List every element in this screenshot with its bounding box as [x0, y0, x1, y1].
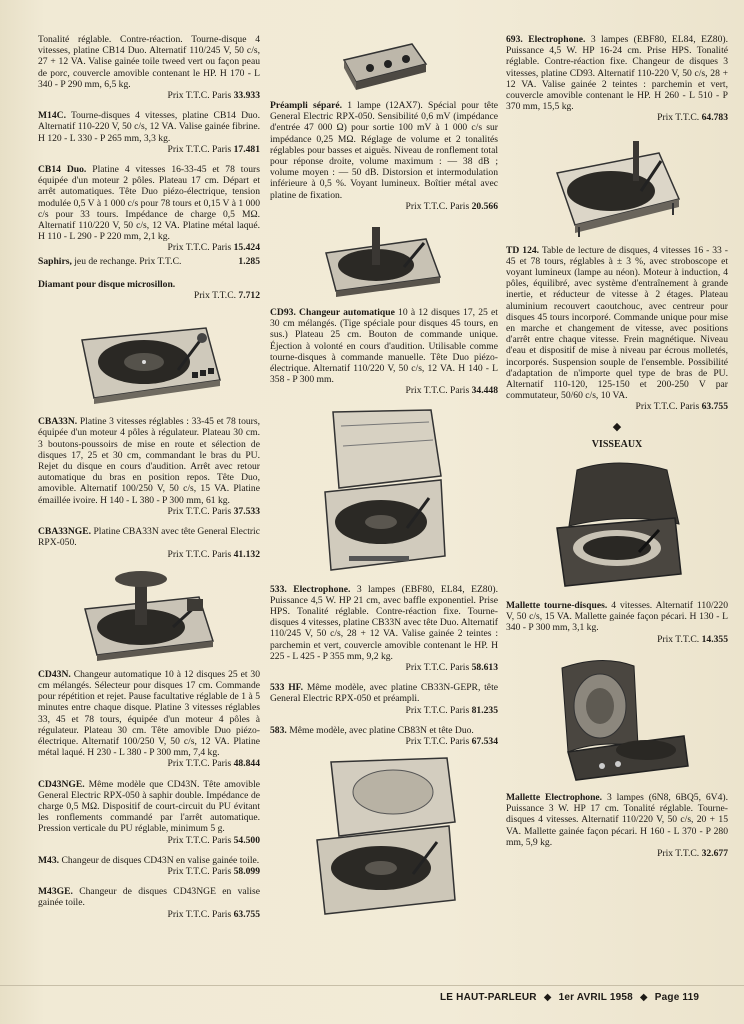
price-label: Prix T.T.C. Paris — [167, 505, 232, 517]
product-title: M43. — [38, 854, 60, 866]
price-value: 34.448 — [471, 385, 498, 397]
changer-cd43n-image — [79, 569, 219, 661]
price-label: Prix T.T.C. Paris — [167, 834, 232, 846]
footer-separator: ◆ — [543, 992, 552, 1003]
price-label: Prix T.T.C. Paris — [167, 143, 232, 155]
product-entry — [270, 725, 498, 747]
price-label: Prix T.T.C. Paris — [167, 865, 232, 877]
price-line — [38, 866, 260, 877]
product-description: Tonalité réglable. Contre-réaction. Tourne-disque 4 vitesses, platine CB14 Duo. Alternatif 110/245 V, 50 c/s, 27 + 12 VA. Valise gainée toile tweed vert ou façon peau de porc, couvercle amovible contenant le HP. H 170 - L 340 - P 290 mm, 6,5 kg. — [38, 34, 260, 90]
product-entry — [38, 164, 260, 254]
product-title: 693. Electrophone. — [506, 34, 586, 45]
product-entry — [38, 279, 260, 301]
price-label: Prix T.T.C. — [657, 633, 700, 645]
product-description: Même modèle, avec platine CB83N et tête Duo. — [289, 724, 474, 736]
product-entry — [506, 34, 728, 124]
price-value: 37.533 — [233, 505, 260, 517]
column-left — [38, 34, 260, 929]
product-entry — [38, 669, 260, 770]
product-title: CD43N. — [38, 668, 71, 680]
product-entry — [38, 526, 260, 560]
price-label: Prix T.T.C. Paris — [635, 401, 700, 413]
product-title: CBA33NGE. — [38, 526, 92, 538]
issue-date: 1er AVRIL 1958 — [558, 992, 633, 1003]
product-title: 533. Electrophone. — [270, 583, 351, 595]
price-value: 33.933 — [233, 90, 260, 102]
product-description: Changeur de disques CD43N en valise gainée toile. — [61, 854, 260, 866]
electrophone-583-image — [309, 756, 459, 916]
product-entry — [38, 34, 260, 101]
product-entry — [506, 600, 728, 645]
price-label: Prix T.T.C. — [657, 112, 700, 124]
electrophone-693-image — [549, 133, 685, 237]
product-title: Mallette tourne-disques. — [506, 600, 608, 612]
price-value: 17.481 — [233, 143, 260, 155]
price-value: 14.355 — [701, 633, 728, 645]
price-line — [38, 835, 260, 846]
price-label: Prix T.T.C. Paris — [167, 90, 232, 102]
price-label: Prix T.T.C. Paris — [405, 385, 470, 397]
price-line — [506, 634, 728, 645]
product-description: jeu de rechange. Prix T.T.C. — [74, 255, 182, 267]
product-description: Changeur de disques CD43NGE en valise gainée toile. — [38, 886, 260, 909]
column-middle — [270, 34, 498, 924]
price-label: Prix T.T.C. Paris — [167, 758, 232, 770]
product-entry — [38, 256, 260, 267]
product-title: 533 HF. — [270, 682, 304, 694]
product-description: 10 à 12 disques 17, 25 et 30 cm mélangés. (Tige spéciale pour disques 45 tours, en sus.) Plateau 25 cm. Bouton de commande unique. Éjection à volonté en cours d'audition. Utilisable comme tourne-disques à commande manuelle. Tête Duo piézo-électrique. Alternatif 110/220 V, 50 c/s, 12 VA. H 140 - L 358 - P 300 mm. — [270, 307, 498, 386]
turntable-cba33n-image — [74, 310, 224, 408]
price-value: 32.677 — [701, 847, 728, 859]
price-value: 54.500 — [233, 834, 260, 846]
price-line — [38, 242, 260, 253]
product-entry — [38, 855, 260, 877]
product-description: Tourne-disques 4 vitesses, platine CB14 Duo. Alternatif 110-220 V, 50 c/s, 12 VA. Valise gainée fibrine. H 120 - L 330 - P 265 mm, 3,3 kg. — [38, 110, 260, 144]
product-title: 583. — [270, 724, 287, 736]
price-value: 7.712 — [238, 290, 260, 302]
price-label: Prix T.T.C. Paris — [167, 548, 232, 560]
price-value: 41.132 — [233, 548, 260, 560]
page-number: Page 119 — [654, 992, 700, 1003]
price-label: Prix T.T.C. Paris — [167, 908, 232, 920]
product-description: Platine CBA33N avec tête General Electric RPX-050. — [38, 526, 260, 549]
price-label: Prix T.T.C. Paris — [405, 200, 470, 212]
price-value: 81.235 — [471, 704, 498, 716]
price-line — [270, 705, 498, 716]
product-entry — [270, 100, 498, 212]
product-title: Préampli séparé. — [270, 100, 343, 111]
electrophone-533-image — [319, 406, 449, 576]
product-description: Même modèle, avec platine CB33N-GEPR, tête General Electric RPX-050 et préampli. — [270, 682, 498, 705]
price-line — [38, 549, 260, 560]
price-label: Prix T.T.C. Paris — [405, 704, 470, 716]
price-line — [270, 385, 498, 396]
section-bullet: ◆ — [612, 420, 622, 433]
column-right — [506, 34, 728, 868]
price-line — [270, 736, 498, 747]
price-value: 64.783 — [701, 112, 728, 124]
product-entry — [270, 307, 498, 397]
price-value: 63.755 — [233, 908, 260, 920]
magazine-name: LE HAUT-PARLEUR — [440, 992, 537, 1003]
price-value: 58.613 — [471, 662, 498, 674]
footer-separator: ◆ — [639, 992, 648, 1003]
price-line — [38, 144, 260, 155]
product-description: Platine 3 vitesses réglables : 33-45 et 78 tours, équipée d'un moteur 4 pôles à régulateur. Plateau 30 cm. 3 boutons-poussoirs de mise en route et sélection de disques 17, 25 et 30 cm, commandant le bras du PU. Rejet du disque en cours d'audition. Arrêt avec retour automatique du bras en position repos. Tête Duo, amovible. Alternatif 100/250 V, 50 c/s, 15 VA. Platine émaillée ivoire. H 140 - L 380 - P 300 mm, 61 kg. — [38, 416, 260, 506]
price-value: 67.534 — [471, 736, 498, 748]
preamplifier-image — [336, 36, 432, 92]
product-description: Même modèle que CD43N. Tête amovible General Electric RPX-050 à saphir double. Impédance de charge 0,5 MΩ. Dispositif de court-circuit du PU évitant les ronflements commandé par l'arrêt automatique. Pression verticale du PU réglable, minimum 5 g. — [38, 778, 260, 835]
price-value: 1.285 — [238, 255, 260, 267]
changer-cd93-image — [320, 221, 448, 299]
product-entry — [38, 110, 260, 155]
price-value: 48.844 — [233, 758, 260, 770]
footer-rule — [0, 985, 744, 986]
mallette-electrophone-image — [542, 654, 692, 784]
product-entry — [270, 682, 498, 716]
product-entry — [38, 779, 260, 846]
product-entry — [506, 245, 728, 413]
product-title: CD93. Changeur automatique — [270, 307, 395, 319]
price-value: 15.424 — [233, 242, 260, 254]
price-line — [38, 758, 260, 769]
price-line — [506, 112, 728, 123]
price-line — [38, 90, 260, 101]
product-entry — [38, 886, 260, 920]
product-entry — [506, 792, 728, 859]
product-description: Platine 4 vitesses 16-33-45 et 78 tours équipée d'un moteur 2 pôles. Plateau 17 cm. Départ et arrêt automatiques. Tête Duo piézo-électrique, tension modulée 0,5 V à 1 000 c/s pour 78 tours et 0,15 V à 1 000 c/s pour 33 tours. Impédance de charge 0,5 MΩ. Alternatif 110/220 V, 50 c/s, 12 VA. Platine métal laqué. H 110 - L 290 - P 220 mm, 2,1 kg. — [38, 164, 260, 243]
price-line — [270, 201, 498, 212]
product-description: 4 vitesses. Alternatif 110/220 V, 50 c/s, 15 VA. Mallette gainée façon pécari. H 130 - L 340 - P 300 mm, 3,1 kg. — [506, 600, 728, 634]
section-heading-brand: VISSEAUX — [591, 438, 643, 450]
price-line — [38, 909, 260, 920]
product-description: 3 lampes (EBF80, EL84, EZ80). Puissance 4,5 W. HP 21 cm, avec baffle exponentiel. Prise HPS. Tonalité réglable. Contre-réaction fixe. Tourne-disques 4 vitesses, platine CB33N avec tête Duo. Alternatif 110/245 V, 50 c/s, 28 + 12 VA. Valise gainée 2 teintes : parchemin et vert, couvercle amovible contenant le HP. H 225 - L 425 - P 355 mm, 9,2 kg. — [270, 583, 498, 662]
price-value: 58.099 — [233, 865, 260, 877]
product-title: Mallette Electrophone. — [506, 791, 603, 803]
product-entry — [270, 584, 498, 674]
product-description: Table de lecture de disques, 4 vitesses 16 - 33 - 45 et 78 tours, réglables à ± 3 %, avec stroboscope et voyant lumineux (lampe au néon). Moteur à induction, 4 pôles, équilibré, avec système d'entraînement à grande inertie, et réducteur de vitesse à 2 étages. Plateau aluminium recouvert caoutchouc, avec centreur pour disques 45 tours incorporé. Commande unique pour mise en marche et changement de vitesse, avec positions d'arrêt entre chaque vitesse. Frein magnétique. Niveau d'eau et dispositif de mise à niveau par écrous molletés, incorporés. Suspension souple de l'ensemble. Possibilité d'adaptation de n'importe quel type de bras de PU. Alternatif 110-120, 125-150 et 200-250 V par commutateur, 50/60 c/s, 10 VA. — [506, 244, 728, 402]
product-title: Diamant pour disque microsillon. — [38, 278, 176, 290]
price-label: Prix T.T.C. Paris — [405, 662, 470, 674]
product-description: 3 lampes (EBF80, EL84, EZ80). Puissance 4,5 W. HP 16-24 cm. Prise HPS. Tonalité réglable. Contre-réaction fixe. Changeur de disques 3 vitesses, platine CD93. Alternatif 110-220 V, 50 c/s, 28 + 12 VA. Valise gainée 2 teintes : parchemin et vert, couvercle amovible contenant le HP. H 260 - L 510 - P 370 mm, 15,5 kg. — [506, 34, 728, 113]
product-description: 3 lampes (6N8, 6BQ5, 6V4). Puissance 3 W. HP 17 cm. Tonalité réglable. Tourne-disques 4 vitesses. Alternatif 110/220 V, 50 c/s, 20 + 15 VA. Mallette gainée façon pécari. H 160 - L 370 - P 280 mm, 5,9 kg. — [506, 791, 728, 848]
product-title: TD 124. — [506, 244, 540, 256]
price-line — [506, 401, 728, 412]
product-title: CD43NGE. — [38, 778, 85, 790]
price-line — [270, 662, 498, 673]
product-title: M43GE. — [38, 886, 73, 898]
page-footer — [440, 992, 730, 1003]
price-label: Prix T.T.C. — [657, 847, 700, 859]
price-label: Prix T.T.C. — [193, 290, 236, 302]
mallette-tourne-disques-image — [547, 460, 687, 592]
product-description: Changeur automatique 10 à 12 disques 25 et 30 cm mélangés. Sélecteur pour disques 17 cm. Commande pour répétition et rejet. Pause facultative réglable de 1 à 5 minutes entre chaque disque. Platine 3 vitesses réglables 33, 45 et 78 tours, équipée d'un moteur 4 pôles à régulateur. Plateau 30 cm. Tête amovible Duo piézo-électrique. Alternatif 100/250 V, 50 c/s, 12 VA. Platine métal laqué. H 230 - L 380 - P 300 mm, 7,4 kg. — [38, 668, 260, 759]
price-line — [38, 506, 260, 517]
product-title: CB14 Duo. — [38, 164, 87, 176]
price-line — [38, 290, 260, 301]
price-value: 20.566 — [471, 200, 498, 212]
product-title: Saphirs, — [38, 255, 72, 267]
price-value: 63.755 — [701, 401, 728, 413]
product-description: 1 lampe (12AX7). Spécial pour tête General Electric RPX-050. Sensibilité 0,6 mV (impédance d'entrée 47 000 Ω) pour sortie 100 mV à 1 000 c/s sur impédance 0,25 MΩ. Réglage de volume et 2 tonalités réglables pour basses et aiguës. Niveau de ronflement total pour réponse droite, volume maximum : — 38 dB ; volume moyen : — 50 dB. Distorsion et intermodulation inférieure à 0,5 %. Voyant lumineux. Boîtier métal avec platine de fixation. — [270, 100, 498, 201]
price-label: Prix T.T.C. Paris — [405, 736, 470, 748]
product-title: M14C. — [38, 110, 66, 122]
product-title: CBA33N. — [38, 416, 78, 428]
product-entry — [38, 416, 260, 517]
price-label: Prix T.T.C. Paris — [167, 242, 232, 254]
price-line — [506, 848, 728, 859]
